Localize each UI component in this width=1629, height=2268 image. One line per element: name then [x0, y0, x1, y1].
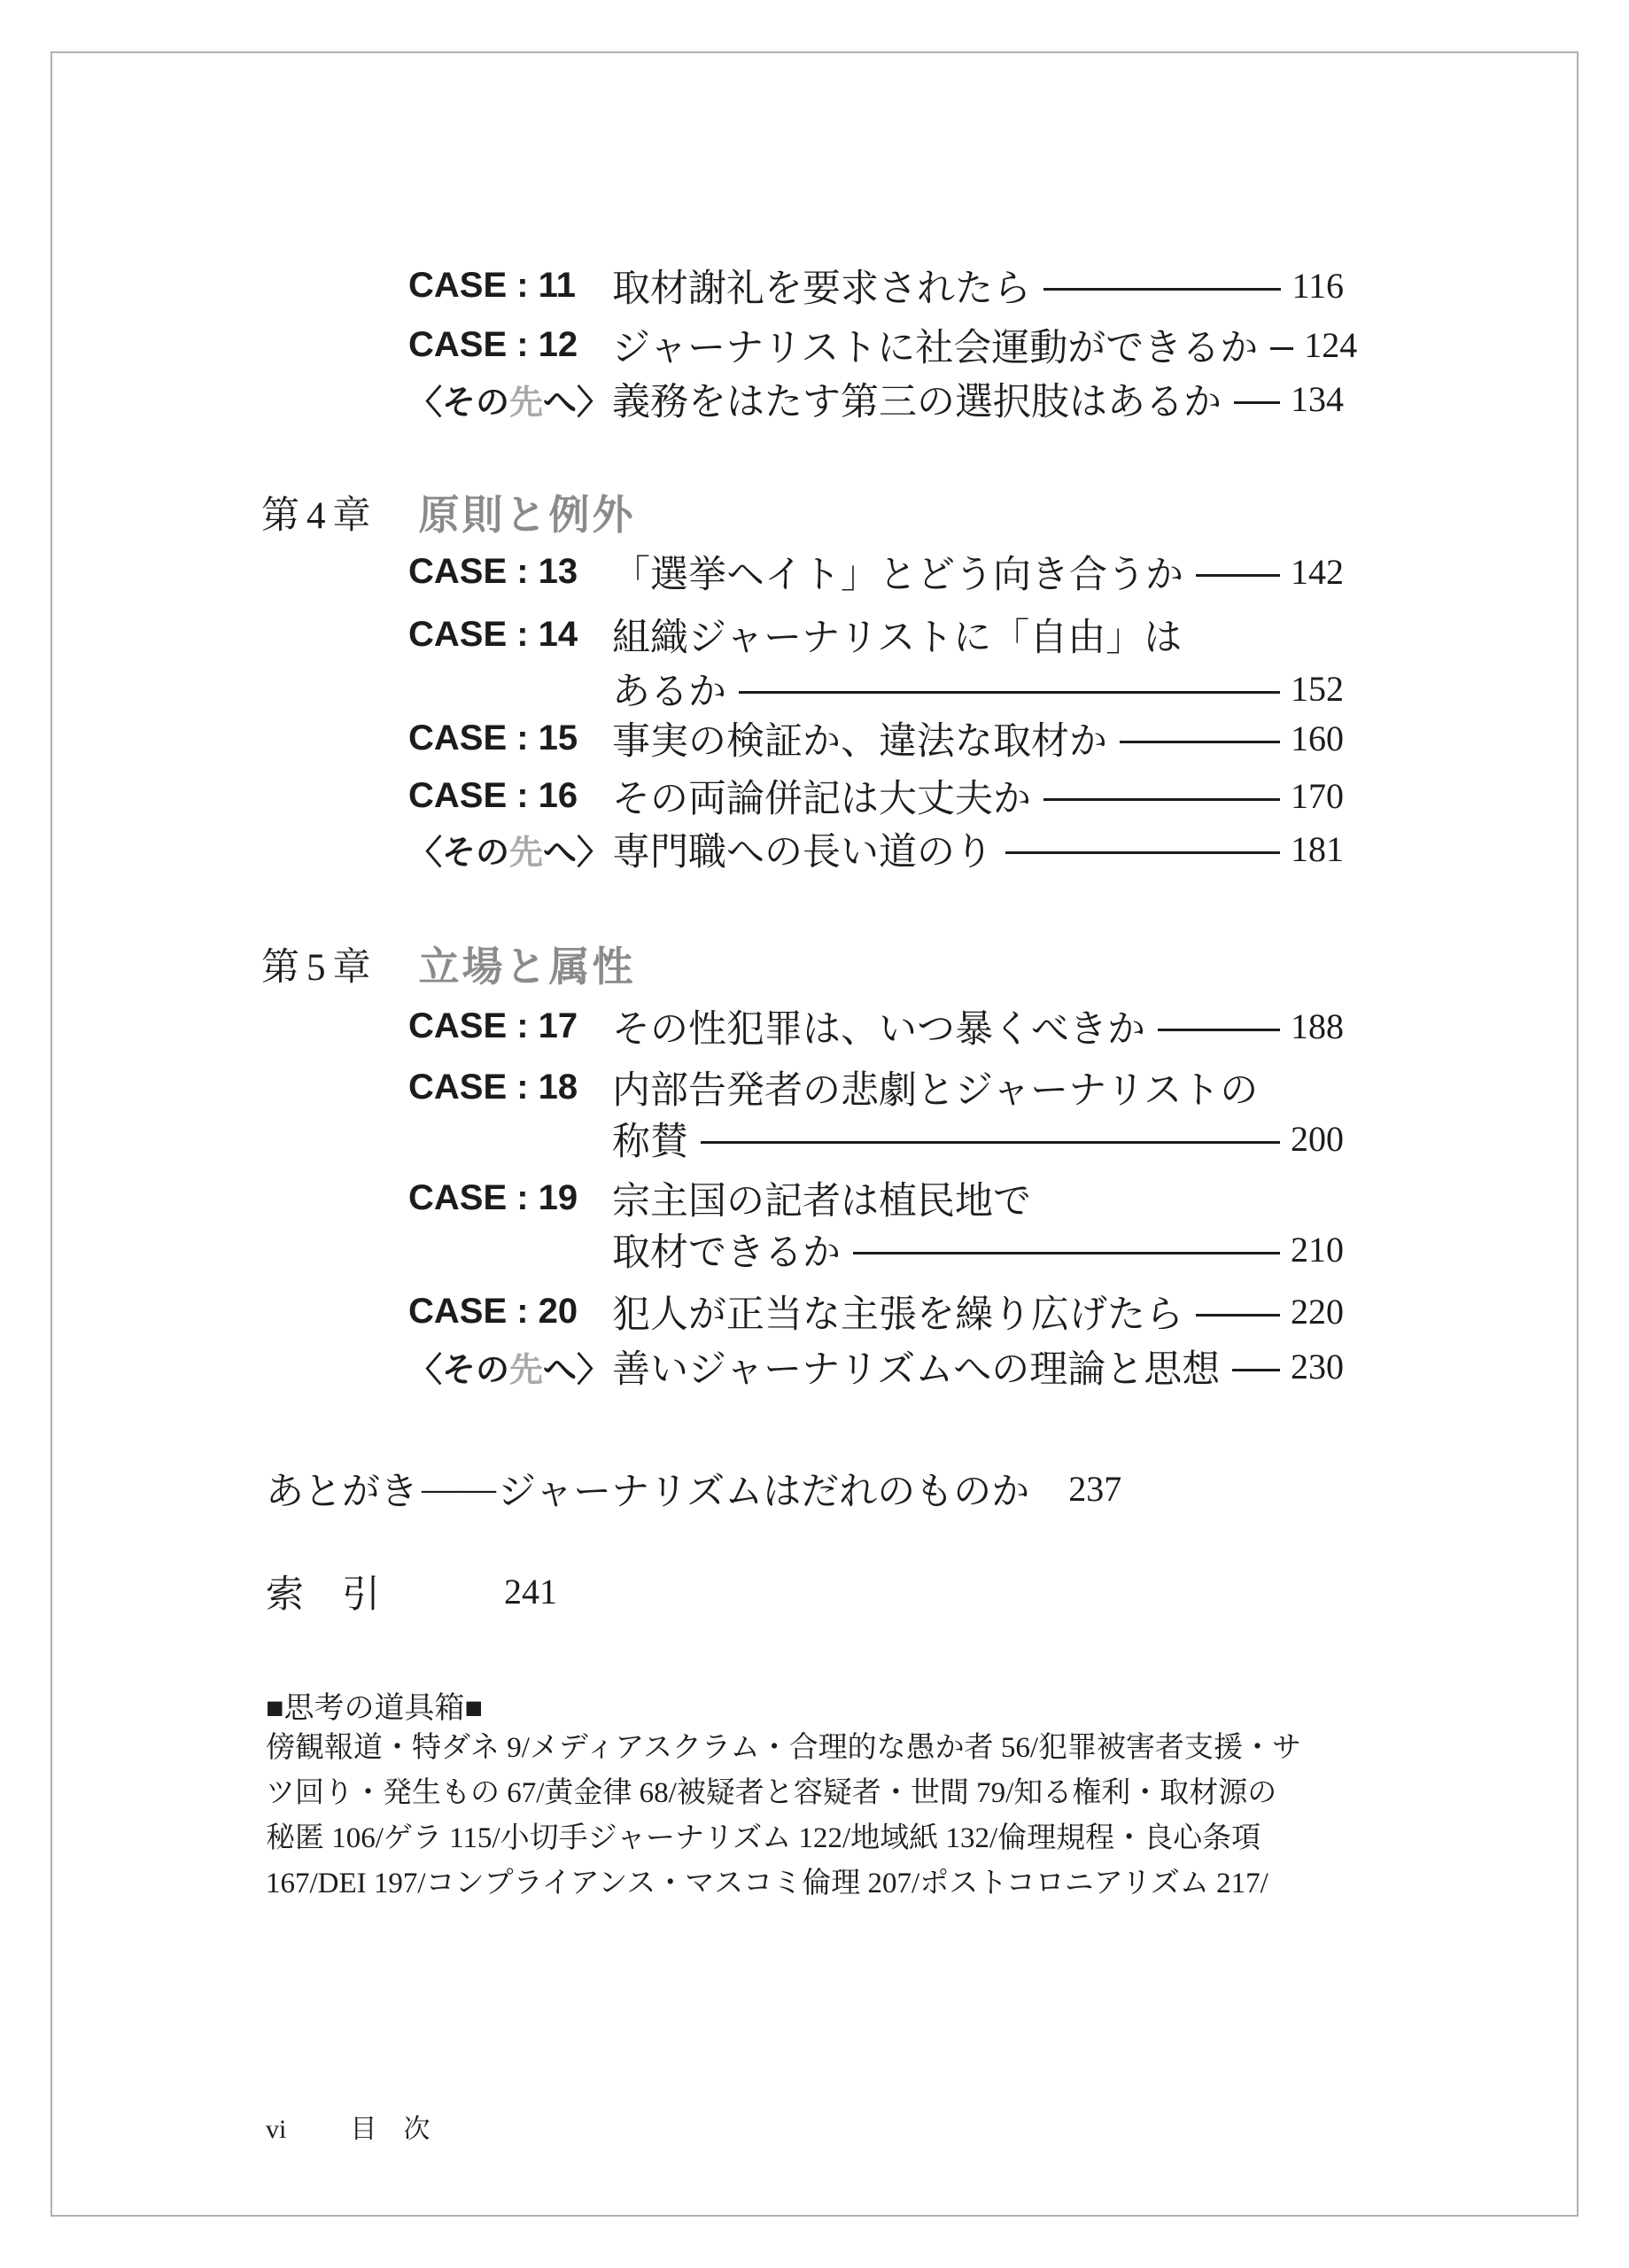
toc-entry-row: [408, 1114, 1344, 1163]
sono-label-pre: 〈その: [408, 834, 510, 872]
leader-line: [1234, 401, 1280, 404]
toc-entry-row: [408, 1173, 1344, 1223]
page-number: 230: [1291, 1346, 1344, 1386]
case-label: CASE : 17: [408, 1006, 578, 1045]
chapter-title: 原則と例外: [418, 492, 636, 538]
leader-line: [853, 1252, 1280, 1254]
chapter-number: 第5章: [261, 946, 378, 989]
toolbox-line: 167/DEI 197/コンプライアンス・マスコミ倫理 207/ポストコロニアリズム 217/: [266, 1868, 1268, 1899]
index-label: 索 引: [266, 1573, 380, 1616]
page-number: 124: [1304, 324, 1358, 365]
index-entry: [266, 1566, 557, 1616]
toc-entry-row: [408, 374, 1344, 423]
entry-title: その両論併記は大丈夫か: [612, 778, 1031, 820]
sono-label-pre: 〈その: [408, 1351, 510, 1389]
afterword-title: ジャーナリズムはだれのものか: [498, 1471, 1030, 1513]
sono-label-post: へ〉: [543, 384, 611, 422]
entry-title: 宗主国の記者は植民地で: [612, 1180, 1031, 1223]
sono-label-gray: 先: [509, 1351, 544, 1389]
sono-label: [408, 1342, 612, 1391]
entry-title: 義務をはたす第三の選択肢はあるか: [612, 381, 1222, 423]
toc-entry-row: [408, 610, 1344, 659]
chapter-heading: [261, 484, 636, 540]
sono-label: [408, 825, 612, 874]
entry-title: 善いジャーナリズムへの理論と思想: [612, 1348, 1221, 1391]
page-number: 188: [1291, 1006, 1344, 1046]
case-label: CASE : 14: [408, 614, 578, 654]
chapter-heading: [261, 936, 636, 992]
toolbox-line: 傍観報道・特ダネ 9/メディアスクラム・合理的な愚か者 56/犯罪被害者支援・サ: [266, 1732, 1302, 1764]
toolbox-body: [266, 1726, 1320, 1907]
chapter-title: 立場と属性: [418, 944, 636, 990]
sono-label-post: へ〉: [543, 1351, 611, 1389]
case-label: CASE : 13: [408, 551, 578, 591]
entry-title: 専門職への長い道のり: [612, 831, 993, 874]
running-title: 目 次: [350, 2115, 431, 2144]
leader-line: [1120, 741, 1280, 743]
case-label: CASE : 18: [408, 1067, 578, 1107]
page-number: 200: [1291, 1118, 1344, 1159]
sono-label: [408, 375, 612, 423]
afterword-label: あとがき: [266, 1471, 418, 1513]
toc-entry-row: [408, 824, 1344, 874]
toc-entry-row: [408, 1001, 1344, 1051]
case-label: CASE : 12: [408, 324, 578, 364]
entry-title: 取材謝礼を要求されたら: [612, 268, 1031, 310]
toc-entry-row: [408, 771, 1344, 820]
chapter-number: 第4章: [261, 494, 378, 537]
toc-entry-row: [408, 260, 1344, 310]
case-label: CASE : 16: [408, 775, 578, 815]
entry-title: その性犯罪は、いつ暴くべきか: [612, 1008, 1145, 1051]
leader-line: [1043, 288, 1281, 291]
leader-line: [1158, 1029, 1280, 1031]
page-number: 237: [1068, 1468, 1122, 1509]
sono-label-post: へ〉: [543, 834, 611, 872]
toc-entry-row: [408, 547, 1344, 596]
sono-label-pre: 〈その: [408, 384, 510, 422]
entry-title: 組織ジャーナリストに「自由」は: [612, 617, 1183, 659]
page-number: 181: [1291, 828, 1344, 869]
entry-title: 称賛: [612, 1121, 688, 1163]
entry-title: 事実の検証か、違法な取材か: [612, 720, 1107, 763]
page-number: 160: [1291, 718, 1344, 758]
entry-title: 「選挙ヘイト」とどう向き合うか: [612, 554, 1183, 596]
toc-entry-row: [408, 713, 1344, 763]
toc-entry-row: [408, 320, 1358, 369]
case-label: CASE : 19: [408, 1177, 578, 1217]
afterword-entry: [266, 1464, 1121, 1513]
afterword-dash: ――: [422, 1467, 494, 1510]
leader-line: [1232, 1369, 1280, 1371]
sono-label-gray: 先: [509, 834, 544, 872]
toc-entry-row: [408, 1286, 1344, 1336]
page-number: 134: [1291, 378, 1344, 419]
entry-title: 内部告発者の悲劇とジャーナリストの: [612, 1069, 1259, 1112]
folio-number: vi: [266, 2115, 287, 2144]
entry-title: ジャーナリストに社会運動ができるか: [612, 327, 1259, 369]
case-label: CASE : 20: [408, 1291, 578, 1331]
leader-line: [1270, 347, 1293, 350]
page-number: 142: [1291, 551, 1344, 592]
toc-entry-row: [408, 1341, 1344, 1391]
entry-title: 犯人が正当な主張を繰り広げたら: [612, 1293, 1183, 1336]
page-number: 116: [1292, 265, 1344, 306]
toc-entry-row: [408, 664, 1344, 713]
leader-line: [701, 1141, 1280, 1144]
sono-label-gray: 先: [509, 384, 544, 422]
page-number: 241: [504, 1571, 557, 1612]
leader-line: [1043, 798, 1280, 801]
toolbox-line: 秘匿 106/ゲラ 115/小切手ジャーナリズム 122/地域紙 132/倫理規程・良心条項: [266, 1822, 1261, 1854]
page-number: 210: [1291, 1229, 1344, 1270]
case-label: CASE : 11: [408, 265, 576, 305]
leader-line: [1196, 1314, 1280, 1317]
toc-entry-row: [408, 1062, 1344, 1112]
leader-line: [1005, 851, 1280, 854]
toc-entry-row: [408, 1224, 1344, 1274]
entry-title: 取材できるか: [612, 1231, 841, 1274]
toolbox-line: ツ回り・発生もの 67/黄金律 68/被疑者と容疑者・世間 79/知る権利・取材源の: [266, 1777, 1277, 1809]
toolbox-heading: ■思考の道具箱■: [266, 1692, 484, 1725]
page-number: 220: [1291, 1291, 1344, 1332]
page-number: 170: [1291, 775, 1344, 816]
entry-title: あるか: [612, 671, 726, 713]
page-footer: [266, 2107, 430, 2146]
case-label: CASE : 15: [408, 718, 578, 757]
leader-line: [739, 691, 1280, 694]
page-number: 152: [1291, 668, 1344, 709]
leader-line: [1196, 574, 1280, 577]
